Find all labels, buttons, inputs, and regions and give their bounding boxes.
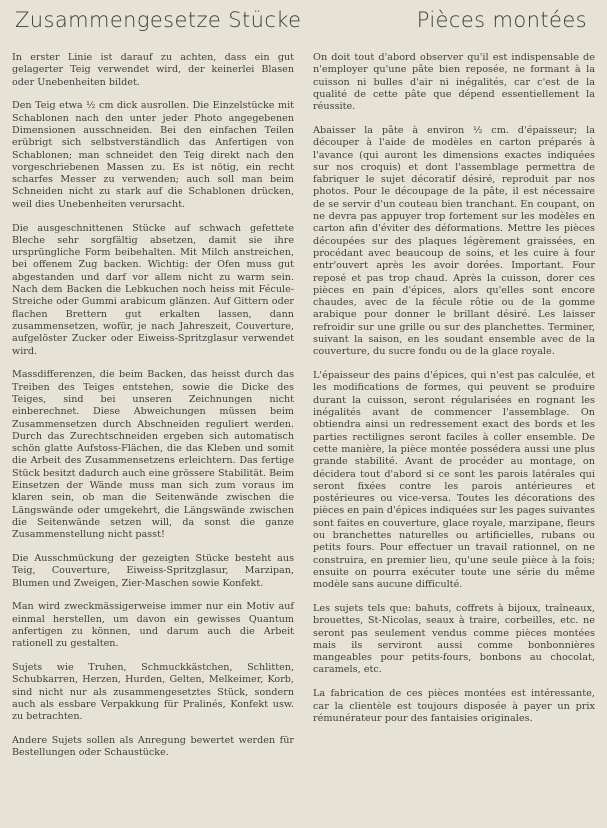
fr-paragraph-4: Les sujets tels que: bahuts, coffrets à bijoux, traîneaux, brouettes, St-Nicolas, seaux à traire, corbeilles, etc. ne seront pas seulement vendus comme pièces montées mais ils serviront aussi comme bonbonnières mangeables pour petits-fours, bonbons au chocolat, caramels, etc. (313, 602, 595, 676)
fr-paragraph-2: Abaisser la pâte à environ ½ cm. d'épaisseur; la découper à l'aide de modèles en carton préparés à l'avance (qui auront les dimensions exactes indiquées sur nos croquis) et dont l'assemblage permettra de fabriquer le sujet décoratif désiré, reproduit par nos photos. Pour le découpage de la pâte, il est nécessaire de se servir d'un couteau bien tranchant. En coupant, on ne devra pas appuyer trop fortement sur les modèles en carton afin d'éviter des déformations. Mettre les pièces découpées sur des plaques légèrement graissées, en procédant avec beaucoup de soins, et les cuire à four entr'ouvert après les avoir dorées. Important. Four reposé et pas trop chaud. Après la cuisson, dorer ces pièces en pain d'épices, alors qu'elles sont encore chaudes, avec de la fécule rôtie ou de la gomme arabique pour donner le brillant désiré. Les laisser refroidir sur une grille ou sur des planchettes. Terminer, suivant la saison, en les soudant ensemble avec de la couverture, du sucre fondu ou de la glace royale. (313, 124, 595, 358)
de-paragraph-7: Sujets wie Truhen, Schmuckkästchen, Schlitten, Schubkarren, Herzen, Hurden, Gelten, Melkeimer, Korb, sind nicht nur als zusammengesetztes Stück, sondern auch als essbare Verpakkung für Pralinés, Konfekt usw. zu betrachten. (12, 662, 294, 723)
de-paragraph-1: In erster Linie ist darauf zu achten, dass ein gut gelagerter Teig verwendet wird, der keinerlei Blasen oder Unebenheiten bildet. (12, 52, 294, 88)
french-column (313, 52, 595, 771)
de-paragraph-3: Die ausgeschnittenen Stücke auf schwach gefettete Bleche sehr sorgfältig absetzen, damit sie ihre ursprüngliche Form beibehalten. Mit Milch anstreichen, bei offenem Zug backen. Wichtig: der Ofen muss gut abgestanden und darf vor allem nicht zu warm sein. Nach dem Backen die Lebkuchen noch heiss mit Fécule-Streiche oder Gummi arabicum glänzen. Auf Gittern oder flachen Brettern gut erkalten lassen, dann zusammensetzen, wofür, je nach Jahreszeit, Couverture, aufgelöster Zucker oder Eiweiss-Spritzglasur verwendet wird. (12, 222, 294, 357)
german-column (12, 52, 294, 771)
fr-paragraph-1: On doit tout d'abord observer qu'il est indispensable de n'employer qu'une pâte bien reposée, ne formant à la cuisson ni bulles d'air ni inégalités, car c'est de la qualité de cette pâte que dépend essentiellement la réussite. (313, 52, 595, 113)
title-french: Pièces montées (416, 8, 587, 32)
de-paragraph-6: Man wird zweckmässigerweise immer nur ein Motiv auf einmal herstellen, um davon ein gewisses Quantum anfertigen zu können, und darum auch die Arbeit rationell zu gestalten. (12, 601, 294, 650)
text-columns (12, 52, 597, 771)
title-german: Zusammengesetze Stücke (15, 8, 302, 32)
de-paragraph-8: Andere Sujets sollen als Anregung bewertet werden für Bestellungen oder Schaustücke. (12, 735, 294, 759)
de-paragraph-2: Den Teig etwa ½ cm dick ausrollen. Die Einzelstücke mit Schablonen nach den unter jeder Photo angegebenen Dimensionen ausschneiden. Bei den einfachen Teilen erübrigt sich selbstverständlich das Anfertigen von Schablonen; man schneidet den Teig direkt nach den vorgeschriebenen Massen zu. Es ist nötig, ein recht scharfes Messer zu verwenden; auch soll man beim Schneiden nicht zu stark auf die Schablonen drücken, weil dies Unebenheiten verursacht. (12, 100, 294, 210)
de-paragraph-4: Massdifferenzen, die beim Backen, das heisst durch das Treiben des Teiges entstehen, sowie die Dicke des Teiges, sind bei unseren Zeichnungen nicht einberechnet. Diese Abweichungen müssen beim Zusammensetzen durch Abschneiden reguliert werden. Durch das Zurechtschneiden ergeben sich automatisch schön glatte Aufstoss-Flächen, die das Kleben und somit die Arbeit des Zusammensetzens erleichtern. Das fertige Stück besitzt dadurch auch eine grössere Stabilität. Beim Einsetzen der Wände muss man sich zum voraus im klaren sein, ob man die Seitenwände zwischen die Längswände oder umgekehrt, die Längswände zwischen die Seitenwände setzen will, da sonst die ganze Zusammenstellung nicht passt! (12, 369, 294, 541)
page-header (12, 8, 597, 52)
fr-paragraph-5: La fabrication de ces pièces montées est intéressante, car la clientèle est toujours disposée à payer un prix rémunérateur pour des fantaisies originales. (313, 688, 595, 724)
de-paragraph-5: Die Ausschmückung der gezeigten Stücke besteht aus Teig, Couverture, Eiweiss-Spritzglasur, Marzipan, Blumen und Zweigen, Zier-Maschen sowie Konfekt. (12, 552, 294, 589)
fr-paragraph-3: L'épaisseur des pains d'épices, qui n'est pas calculée, et les modifications de formes, qui peuvent se produire durant la cuisson, seront régularisées en rognant les inégalités avant de commencer l'assemblage. On obtiendra ainsi un redressement exact des bords et les parties rectilignes seront faciles à coller ensemble. De cette manière, la pièce montée possédera aussi une plus grande stabilité. Avant de procéder au montage, on décidera tout d'abord si ce sont les parois latérales qui seront fixées contre les parois antérieures et postérieures ou vice-versa. Toutes les décorations des pièces en pain d'épices indiquées sur les pages suivantes sont faites en couverture, glace royale, marzipane, fleurs ou branchettes naturelles ou artificielles, rubans ou petits fours. Pour effectuer un travail rationnel, on ne construira, en premier lieu, qu'une seule pièce à la fois; ensuite on pourra exécuter toute une série du même modèle sans aucune difficulté. (313, 370, 595, 591)
